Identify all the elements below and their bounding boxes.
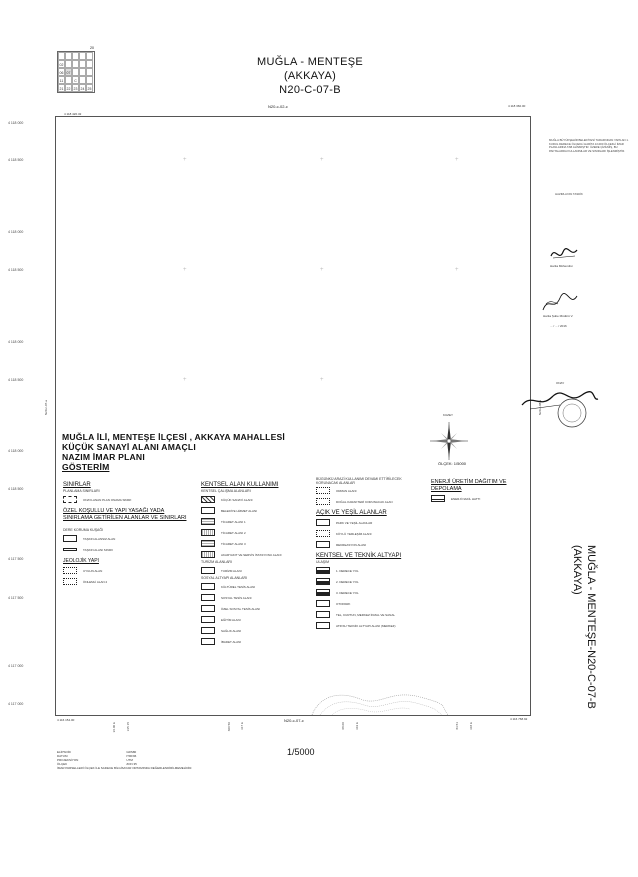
legend-label: ONAYLANAN PLAN ONAMA SINIRI [83,497,132,502]
legend-heading: KENTSEL ALAN KULLANIMI [201,482,279,488]
compass-rose-icon [424,416,474,466]
legend-label: KÖYLÜ YERLEŞİM ALANI [336,531,372,536]
legend-row [316,587,416,598]
precaution-area-symbol [63,578,77,585]
legend-column-boundaries [63,482,193,587]
legend-label: OTOPARK [336,601,351,606]
index-cell [79,60,86,68]
index-cell: 11 [58,76,65,84]
side-title-line1: MUĞLA - MENTEŞE-N20-C-07-B [585,545,597,709]
index-cell [86,76,93,84]
footer-scale: 1/5000 [287,747,315,757]
legend-row [316,620,416,631]
index-cell [72,60,79,68]
left-tick: 4 118 500 [8,158,24,162]
grid-cross: + [183,267,187,273]
terrain-contours [310,685,450,716]
legend-row [201,549,301,560]
grid-cross: + [183,377,187,383]
legend-row [201,494,301,505]
meta-key: ÖLÇEK [57,762,68,766]
index-cell: 25 [86,84,93,92]
meta-value: ITRF96 [126,754,137,758]
bottom-tick: 83.51 [455,722,459,730]
top-sheet-label: N20-c-02-c [268,104,288,109]
legend-label: 3. DERECE YOL [336,590,359,595]
private-social-facility-symbol [201,605,215,612]
legend-row [316,528,416,539]
signature-1 [549,244,579,264]
index-cell: 22 [65,84,72,92]
coord-top-left: 4 118 420.32 [64,112,82,116]
road-3-symbol [316,589,330,596]
commercial-3-symbol [201,540,215,547]
grid-cross: + [320,267,324,273]
flood-area-symbol [63,535,77,542]
approval-notes [549,139,629,197]
approval-label: ONAY [556,381,565,385]
legend-column-urban-use [201,482,301,647]
worship-symbol [201,638,215,645]
legend-label: BELEDİYE HİZMET ALANI [221,508,257,513]
commercial-1-symbol [201,518,215,525]
legend-row [63,494,193,505]
legend-row [316,517,416,528]
grid-cross: + [455,157,459,163]
legend-subheading: PLANLAMA SINIRLARI [63,489,100,493]
index-cell: 23 [72,84,79,92]
meta-key: DATUM [57,754,68,758]
index-cell [86,60,93,68]
recreation-symbol [316,541,330,548]
legend-heading: KENTSEL VE TEKNİK ALTYAPI [316,553,402,559]
legend-label: İBADET ALANI [221,639,242,644]
legend-heading: AÇIK VE YEŞİL ALANLAR [316,510,387,516]
bottom-tick: 315 15 [126,722,130,732]
index-cell [79,76,86,84]
index-cell [65,52,72,60]
legend-label: ENERJİ NAKİL HATTI [451,496,481,501]
legend-subheading: DERE KORUMA KUŞAĞI [63,528,104,532]
legend-row [316,539,416,550]
plan-title-block [62,432,382,472]
index-cell [86,68,93,76]
legend-row [63,576,193,587]
commercial-2-symbol [201,529,215,536]
sheet-index-grid [57,51,95,93]
left-tick: 4 117 500 [8,557,24,561]
social-facility-symbol [201,594,215,601]
legend-label: SAĞLIK ALANI [221,628,242,633]
legend-label: REKREASYON ALANI [336,542,367,547]
legend-row [201,625,301,636]
left-tick: 4 118 500 [8,487,24,491]
cultural-facility-symbol [201,583,215,590]
legend-row [63,565,193,576]
meta-key: PROJEKSİYON [57,758,79,762]
right-sheet-label: N20-c-08-a [538,400,542,416]
legend-label: 1. DERECE YOL [336,568,359,573]
index-cell [79,68,86,76]
legend-subheading: BÜGÜNKÜ ARAZİ KULLANIMI DEVAMI ETTİRİLECEK KORUNACAK ALANLAR [316,477,402,485]
index-cell: 24 [79,84,86,92]
legend-row [201,581,301,592]
legend-heading: ÖZEL KOŞULLU VE YAPI YASAĞI YADA SINIRLAMA GETİRİLEN ALANLAR VE SINIRLARI [63,508,187,521]
index-cell [79,52,86,60]
park-symbol [316,519,330,526]
left-tick: 4 118 000 [8,449,24,453]
legend-row [201,603,301,614]
legend-label: ATIKSU TEKNİK ALTYAPI ALANI (MERKEZ) [336,623,396,628]
header-sheet-id: N20-C-07-B [279,84,341,96]
legend-row [201,538,301,549]
map-header [200,55,420,97]
legend-subheading: SOSYAL ALTYAPI ALANLARI [201,576,247,580]
tourism-symbol [201,567,215,574]
legend-row [316,496,416,507]
natural-character-symbol [316,498,330,505]
index-cell: 02 [58,60,65,68]
meta-value: ZON 35 [126,762,137,766]
north-label: KUZEY [443,413,454,417]
road-2-symbol [316,578,330,585]
legend-label: TAŞKIN ALANI SINIRI [83,547,113,552]
flood-boundary-symbol [63,548,77,551]
bottom-tick: 317 E [240,722,244,730]
left-tick: 4 118 500 [8,378,24,382]
index-cell-current: 07 [65,68,72,76]
legend-label: TİCARET ALANI 1 [221,519,246,524]
index-cell: 21 [58,84,65,92]
legend-label: KÜLTÜREL TESİS ALANI [221,584,256,589]
approval-note: HAZIRLAYAN TASDİK [555,192,583,197]
left-tick: 4 117 500 [8,596,24,600]
legend-label: TURİZM ALANI [221,568,242,573]
power-line-symbol [431,495,445,502]
side-sheet-title [570,545,598,709]
legend-label: TİCARET ALANI 2 [221,530,246,535]
legend-subheading: ULAŞIM [316,560,330,564]
legend-label: PARK VE YEŞİL ALANLAR [336,520,373,525]
legend-row [201,505,301,516]
legend-label: 2. DERECE YOL [336,579,359,584]
suitable-area-symbol [63,567,77,574]
legend-label: ÖZEL SOSYAL TESİS ALANI [221,606,261,611]
legend-label: TAŞKIN ALANSIZ ALAN [83,536,116,541]
legend-subheading: KENTSEL ÇALIŞMA ALANLARI [201,489,251,493]
legend-row [63,533,193,544]
dashed-boundary-symbol [63,496,77,503]
bottom-tick: 08.00 [341,722,345,730]
left-tick: 4 118 000 [8,340,24,344]
index-cell [72,52,79,60]
legend-label: ÖNLEMLİ ALAN 2 [83,579,108,584]
left-tick: 4 118 500 [8,268,24,272]
plan-title-line3: NAZIM İMAR PLANI [62,452,145,462]
index-top-label: 20 [90,46,94,50]
forest-symbol [316,487,330,494]
legend-heading: ENERJİ ÜRETİM DAĞITIM VE DEPOLAMA [431,479,507,492]
left-tick: 4 117 000 [8,664,24,668]
left-tick: 4 118 000 [8,230,24,234]
legend-row [201,527,301,538]
legend-label: UYGUN ALAN [83,568,103,573]
legend-label: EĞİTİM ALANI [221,617,241,622]
legend-row [316,609,416,620]
plan-title-line4: GÖSTERİM [62,462,110,472]
plan-title-line1: MUĞLA İLİ, MENTEŞE İLÇESİ , AKKAYA MAHALLESİ [62,432,286,442]
meta-key: ELİPSOİD [57,750,71,754]
legend-label: KÜÇÜK SANAYİ ALANI [221,497,253,502]
municipal-service-symbol [201,507,215,514]
legend-row [316,598,416,609]
left-tick: 4 117 000 [8,702,24,706]
legend-label: DOĞAL KARAKTERİ KORUNACAK ALAN [336,499,393,504]
legend-row [431,493,516,504]
coord-bottom-right: 4 116 768.92 [510,717,528,721]
approval-seal-and-signature [520,385,600,435]
legend-row [63,544,193,555]
bottom-tick: 600 50 [227,722,231,732]
signature-2 [540,292,580,316]
legend-row [201,636,301,647]
approval-note: MUĞLA BÜYÜKŞEHİR BELEDİYESİ TARAFINDAN YAPILAN 1. KURUL DERECE ÖLÇEKLİ HARİTA 1/1000 ÖLÇEKLİ İMAR PLANLARINA TAB ALINMIŞTIR. ÜZERE ÇİZİLMİŞ, BU PAFTALARDA KULLANIMLAR VE SINIRLARI İŞLENMİŞTİR. [549,138,629,153]
legend-label: SOSYAL TESİS ALANI [221,595,252,600]
scale-label: ÖLÇEK: 1/5000 [438,461,467,466]
index-cell [65,60,72,68]
legend-row [316,485,416,496]
grid-cross: + [455,267,459,273]
grid-cross: + [183,157,187,163]
legend-label: ORMAN ALANI [336,488,357,493]
projection-info [57,750,192,770]
small-industry-symbol [201,496,215,503]
signature-2-caption: Harita Şube Müdürü V. [543,314,574,318]
meta-value: GRS80 [126,750,137,754]
grid-cross: + [320,377,324,383]
legend-row [201,565,301,576]
legend-row [316,576,416,587]
left-sheet-label: N20-c-07-a [44,400,48,416]
index-cell [72,68,79,76]
bottom-sheet-label: N20-c-07-c [284,718,304,723]
signature-date: ... / ... / 2016 [550,324,567,328]
side-title-line2: (AKKAYA) [571,545,583,595]
coord-bottom-left: 4 116 154.00 [57,718,75,722]
education-symbol [201,616,215,623]
signature-1-caption: Harita Mühendisi [550,264,573,268]
coord-top-right: 4 118 360.00 [508,104,526,108]
fuel-station-symbol [201,551,215,558]
telecom-symbol [316,611,330,618]
road-1-symbol [316,567,330,574]
legend-row [201,592,301,603]
index-cell: C [72,76,79,84]
legend-column-energy [431,479,516,504]
village-settlement-symbol [316,530,330,537]
footer-note: İMAR PARSELLERİ ÖLÇEK İLE SADECE BİLGİSAYAR ORTAMINDA DEĞERLENDİRİLMEMELİDİR. [57,766,193,770]
header-title: MUĞLA - MENTEŞE [257,56,363,68]
health-symbol [201,627,215,634]
legend-column-open-areas [316,477,416,631]
legend-heading: SINIRLAR [63,482,91,488]
bottom-tick: 36.00 E [112,722,116,733]
index-cell [65,76,72,84]
plan-title-line2: KÜÇÜK SANAYİ ALANI AMAÇLI [62,442,196,452]
legend-row [316,565,416,576]
bottom-tick: 319 E [355,722,359,730]
legend-subheading: TURİZM ALANLARI [201,560,232,564]
index-cell [86,52,93,60]
grid-cross: + [320,157,324,163]
wastewater-symbol [316,622,330,629]
legend-label: AKARYAKIT VE SERVİS İSTASYONU ALANI [221,552,282,557]
legend-row [201,614,301,625]
meta-value: UTM [126,758,133,762]
index-cell: 06 [58,68,65,76]
legend-label: TİCARET ALANI 3 [221,541,246,546]
legend-label: TEL, KURTUN, MERKEZ İKMAL VE SANAL [336,612,396,617]
legend-heading: JEOLOJİK YAPI [63,558,99,564]
header-district: (AKKAYA) [283,70,337,82]
left-tick: 4 118 000 [8,121,24,125]
index-cell [58,52,65,60]
legend-row [201,516,301,527]
bottom-tick: 318 E [469,722,473,730]
parking-symbol [316,600,330,607]
